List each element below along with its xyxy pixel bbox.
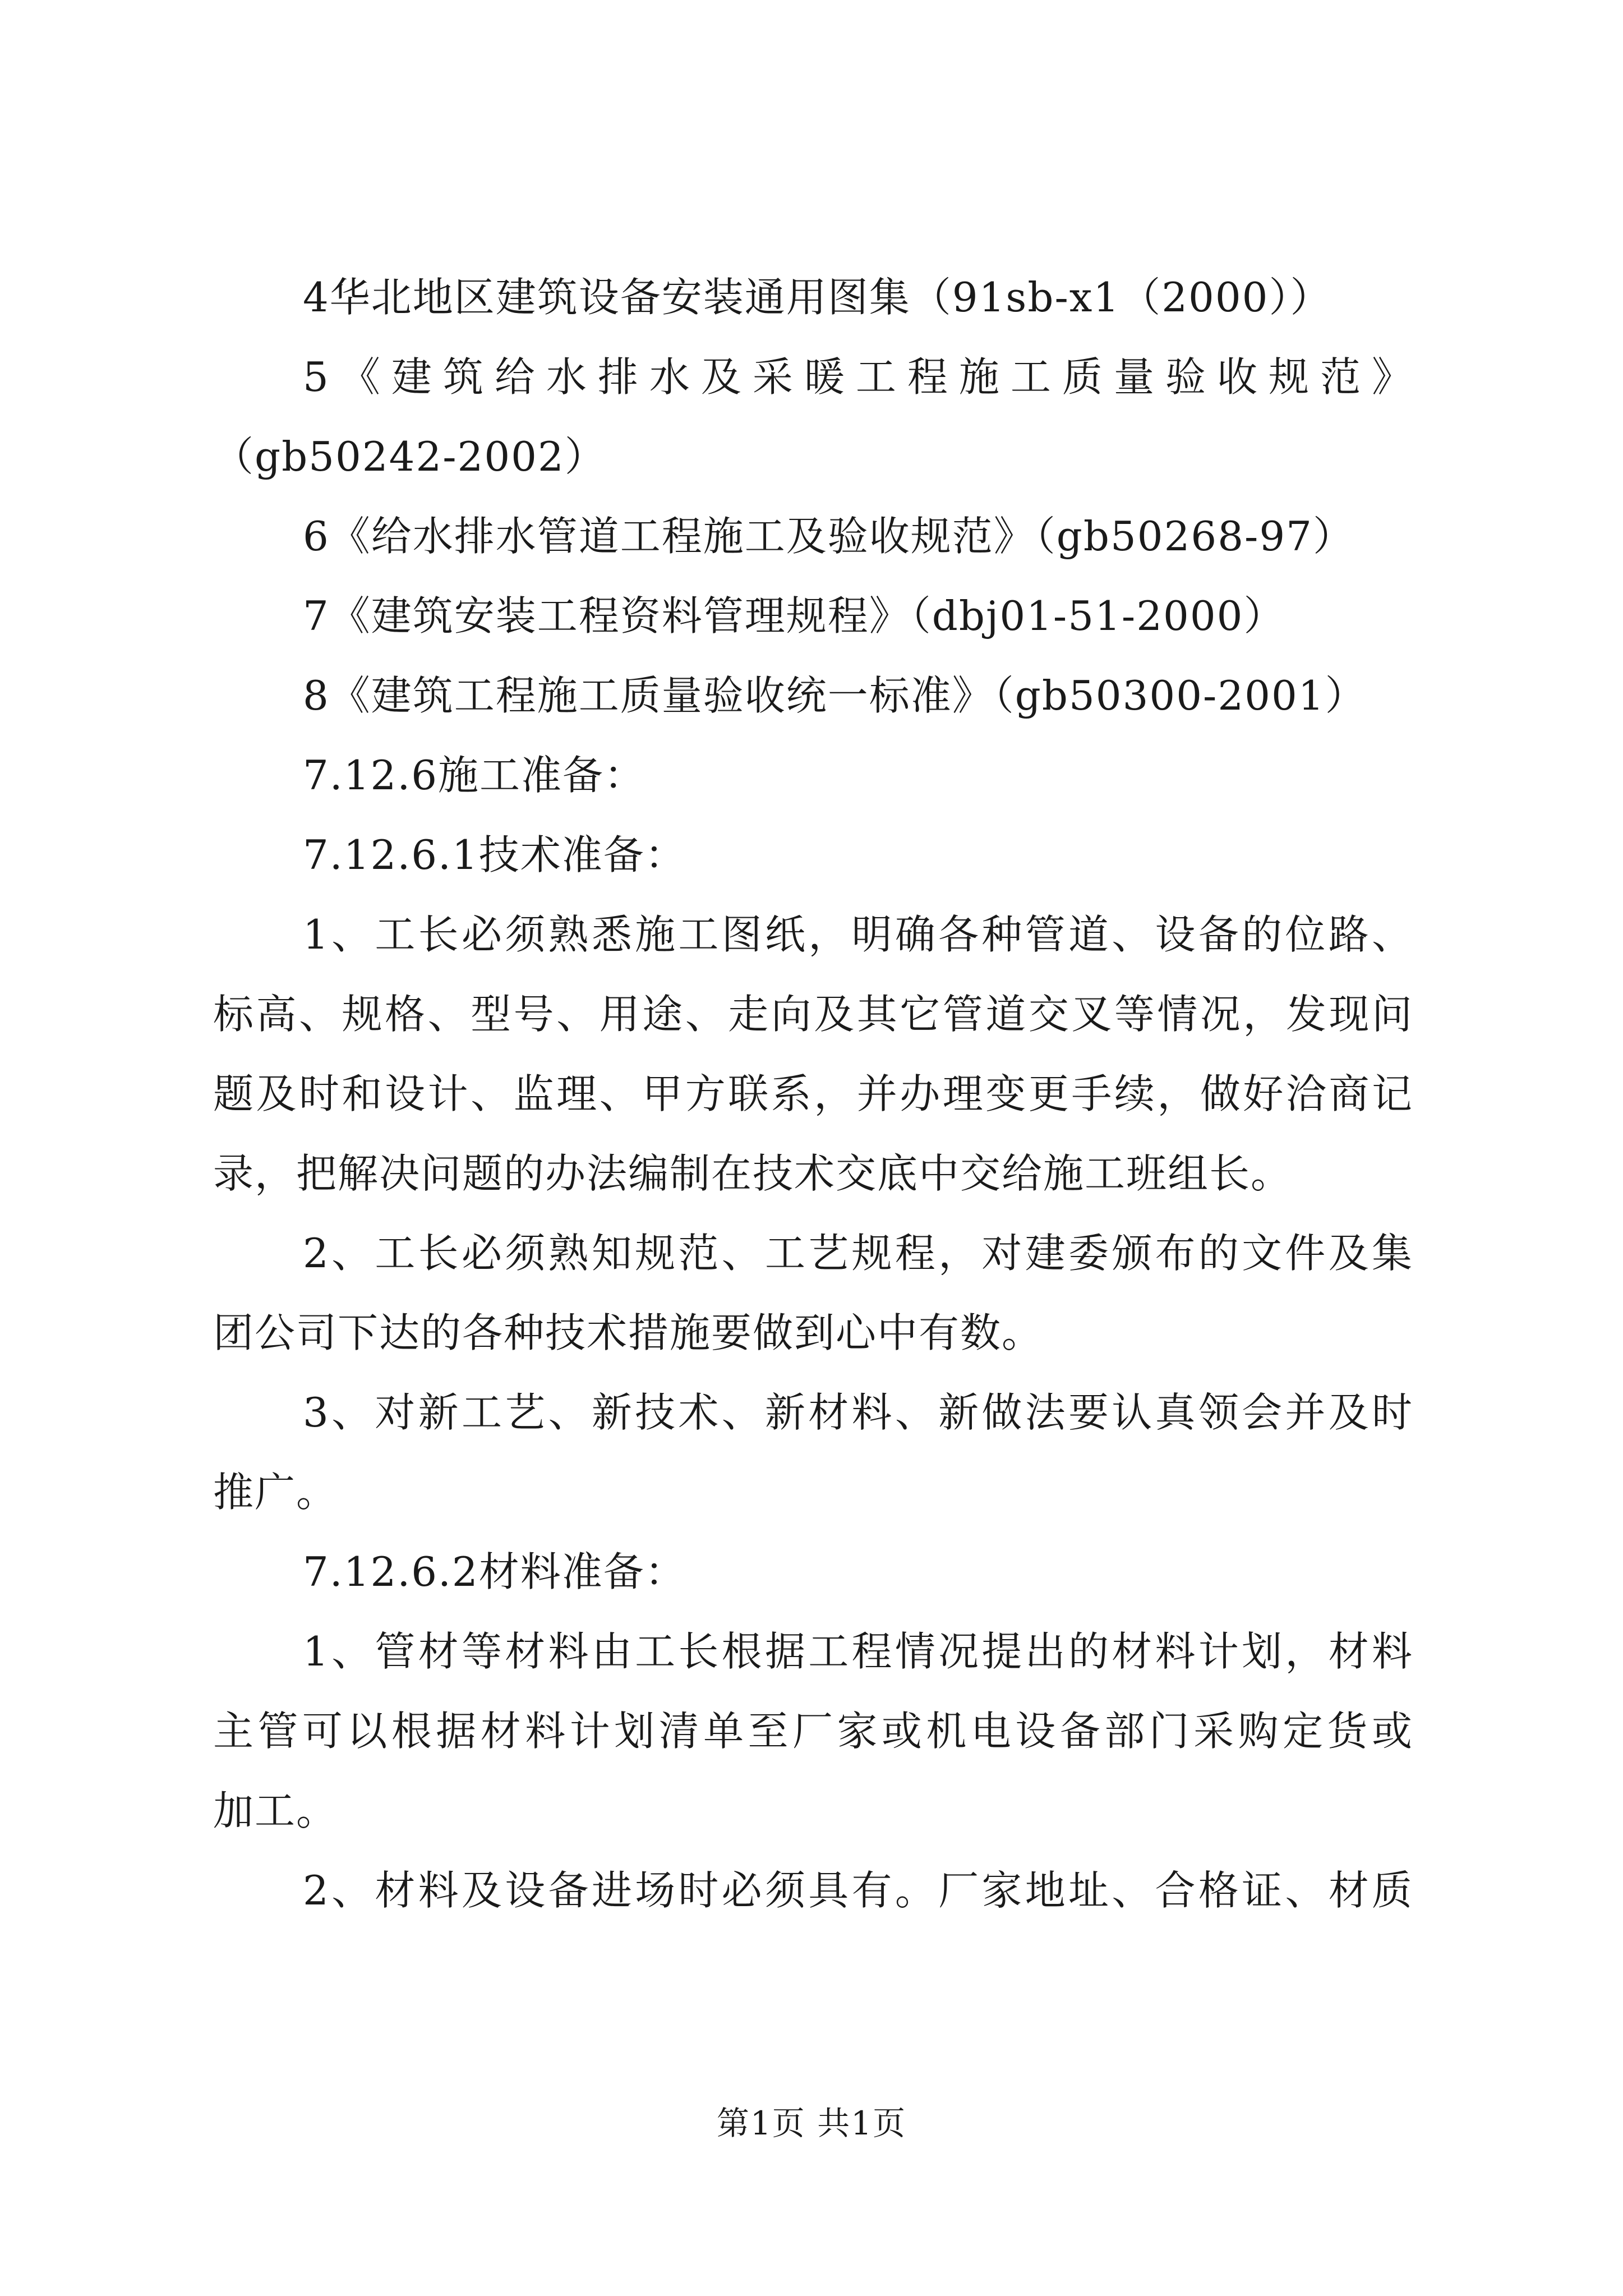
technical-item-1-line-3: 题及时和设计、监理、甲方联系，并办理变更手续，做好洽商记 [213, 1070, 1413, 1117]
reference-item-5-code: （gb50242-2002） [213, 433, 606, 480]
material-item-1-line-3: 加工。 [213, 1787, 338, 1834]
technical-item-1-line-4: 录，把解决问题的办法编制在技术交底中交给施工班组长。 [213, 1150, 1293, 1197]
reference-item-8: 8《建筑工程施工质量验收统一标准》（gb50300-2001） [303, 672, 1367, 719]
subsection-heading-technical-preparation: 7.12.6.1技术准备： [303, 831, 686, 878]
section-heading-construction-preparation: 7.12.6施工准备： [303, 752, 646, 799]
reference-item-4: 4华北地区建筑设备安装通用图集（91sb-x1（2000）） [303, 274, 1332, 321]
technical-item-3-line-2: 推广。 [213, 1469, 338, 1516]
material-item-1-line-2: 主管可以根据材料计划清单至厂家或机电设备部门采购定货或 [213, 1708, 1413, 1755]
technical-item-2-line-1: 2、工长必须熟知规范、工艺规程，对建委颁布的文件及集 [303, 1230, 1413, 1277]
page-footer: 第1页 共1页 [716, 2104, 907, 2142]
reference-item-5: 5《建筑给水排水及采暖工程施工质量验收规范》 [303, 353, 1413, 401]
technical-item-1-line-1: 1、工长必须熟悉施工图纸，明确各种管道、设备的位路、 [303, 911, 1413, 958]
technical-item-1-line-2: 标高、规格、型号、用途、走向及其它管道交叉等情况，发现问 [213, 991, 1413, 1038]
technical-item-3-line-1: 3、对新工艺、新技术、新材料、新做法要认真领会并及时 [303, 1389, 1413, 1436]
reference-item-6: 6《给水排水管道工程施工及验收规范》（gb50268-97） [303, 513, 1354, 560]
subsection-heading-material-preparation: 7.12.6.2材料准备： [303, 1548, 686, 1595]
material-item-2-line-1: 2、材料及设备进场时必须具有。厂家地址、合格证、材质 [303, 1867, 1413, 1914]
technical-item-2-line-2: 团公司下达的各种技术措施要做到心中有数。 [213, 1309, 1044, 1356]
reference-item-7: 7《建筑安装工程资料管理规程》（dbj01-51-2000） [303, 592, 1285, 639]
material-item-1-line-1: 1、管材等材料由工长根据工程情况提出的材料计划，材料 [303, 1628, 1413, 1675]
